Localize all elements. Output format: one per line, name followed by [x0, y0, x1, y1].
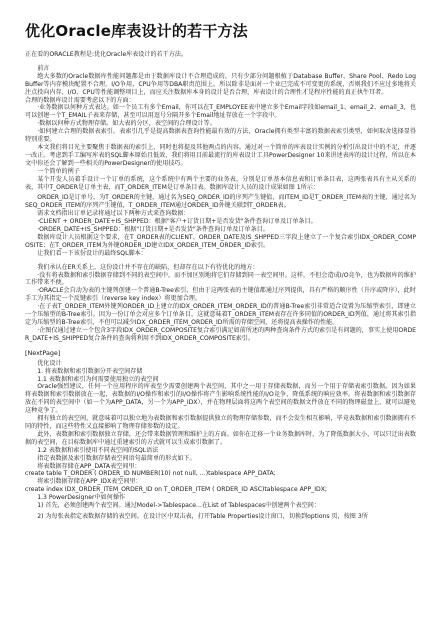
s1-bullet-4: ·CLIENT + ORDER_DATE+IS_SHPPED：根据"客户+订货日期+是否发货"条件查询订单及订单条目。	[37, 218, 317, 226]
s2-para-3: 此外，表数据和索引数据独立存储，还会带来数据管理和维护上的方面。如你在迁移一个业务数据库时，为了降低数据大小，可以只迁出表数据的表空间，在目标数据库中通过重建索引的方式就可以生成索引数据了。	[25, 430, 416, 446]
s1-bullet-1: ·业务数据以何种方式表达。如一个员工有多个Email，你可以在T_EMPLOYEE表中建立多个Email字段如email_1、email_2、email_3，也可以创建一个T_EMAIL子表来存储，甚至可以用逗号分隔开多个Email地址存放在一个字段中。	[25, 104, 416, 120]
s1-example-heading: 一个简单的例子	[37, 167, 80, 175]
s2-para-4: 指定表数据及索引数据存储表空间语句最简单的形式如下。	[37, 454, 196, 462]
s2-sub-1-1: 1.1 表数据和索引为何需要使用独立的表空间	[37, 375, 159, 383]
s2-sub-1-3: 1.3 PowerDesigner中如何操作	[37, 494, 126, 502]
s2-step-1: 1) 首先，必须创建两个表空间。通过Model->Tablespace...在List of Tablespaces中创建两个表空间：	[37, 502, 320, 510]
s2-sub-1: 1. 将表数据和索引数据分开表空间存储	[37, 367, 143, 375]
s2-para-2: 拥有独立的表空间，就意味着可以独立地为表数据和索引数据提供独立的物理存储参数，而不会发生相互影响，毕竟表数据和索引数据拥有不同的特性，而这些特性又直接影响了物理存储参数的设定。	[25, 415, 416, 430]
page-title: 优化Oracle库表设计的若干方法	[25, 22, 248, 40]
s1-para-8: 让我们看一下该份设计的最终SQL脚本：	[37, 249, 147, 257]
s2-code-2: create index IDX_ORDER_ITEM_ORDER_ID on T_ORDER_ITEM ( ORDER_ID ASC)tablespace APP_IDX;	[25, 486, 327, 494]
s2-para-6: 将索引数据存储在APP_IDX表空间里：	[37, 478, 142, 486]
s1-para-3: 本文我们将目光主要聚焦于数据表的索引上，同时也将提及其他两点的内容。通过对一个简单的库表设计实例的分析引出设计中的不足，并逐一改正。考虑到手工编写库表的SQL脚本原始且低效，我们将用目前最流行的库表设计工具PowerDesigner 10来讲述表库的设计过程，所以在本文中你还会了解到一些相关的PowerDesigner的使用技巧。	[25, 143, 416, 167]
intro-line: 正在看的ORACLE教程是:优化Oracle库表设计的若干方法。	[25, 51, 188, 58]
s1-bullet-5: ·ORDER_DATE+IS_SHPPED：根据"订货日期+是否发货"条件查询订单及订单条目。	[37, 226, 269, 234]
s1-bullet-3: ·如何建立合理的数据表索引。表索引几乎是提高数据表查询性能最有效的方法，Oracle拥有类型丰富的数据表索引类型，如何取舍选择显得特别重要。	[25, 128, 416, 144]
s2-heading: 优化设计	[37, 359, 62, 367]
s1-para-7: 数据库设计人员根据这个要求，在T_ORDER表的CLIENT、ORDER_DATE及IS_SHPPED三字段上建立了一个复合索引IDX_ORDER_COMPOSITE；在T_ORDER_ITEM为外键ORDER_ID建立IDX_ORDER_ITEM_ORDER_ID索引。	[25, 233, 416, 249]
s1-preface-heading: 前言	[37, 64, 50, 72]
s1-para-4: 某个开发人员着手设计一个订单的系统，这个系统中有两个主要的业务表，分别是订单基本信息表和订单条目表，这两张表具有主从关系的表，其中T_ORDER是订单主表，而T_ORDER_ITEM是订单条目表。数据库设计人员的设计成果如图 1所示：	[25, 175, 416, 191]
s1-para-6: 需求文档指出订单记录将通过以下两种方式来查询数据：	[37, 210, 190, 218]
s1-para-5: ORDER_ID是订单号，为T_ORDER的主键，通过名为SEQ_ORDER_ID的序列产生键值，而ITEM_ID是T_ORDER_ITEM表的主键，通过名为SEQ_ORDER_ITEM的序列产生键值，T_ORDER_ITEM通过ORDER_ID外键关联到T_ORDER表。	[25, 194, 416, 210]
s2-para-5: 将表数据存储在APP_DATA表空间里：	[37, 462, 141, 470]
s1-bullet-2: ·数据以何种方式物理存储。如大表的分区，表空间的合理设计等。	[37, 120, 216, 128]
s1-bullet-7: ·ORACLE会自动为表的主键列创建一个普通B-Tree索引，但由于这两张表的主键值都通过序列提供，具有严格的顺序性（升序或降序），此时手工为其指定一个反键索引（reverse key index）将更加合理。	[25, 287, 416, 303]
s2-para-1: Oracle强烈建议，任何一个应用程序的库表至少需要创建两个表空间，其中之一用于存储表数据，而另一个用于存储表索引数据。因为如果将表数据和索引数据放在一起，表数据的I/O操作和索引的I/O操作将产生影响系统性能的I/O竞争，降低系统的响应效率。将表数据和索引数据存放在不同的表空间中（如一个为APP_DATA，另一个为APP_IDX），并在物理层面将这两个表空间的数据文件放在不同的物理磁盘上，就可以避免这种竞争了。	[25, 383, 416, 415]
s2-code-1: create table T_ORDER ( ORDER_ID NUMBER(10) not null, …)tablespace APP_DATA;	[25, 470, 276, 478]
s1-bullet-6: ·没有将表数据和索引数据存储到不同的表空间中，而不加区别地将它们存储到同一表空间里。这样，不但会造成I/O竞争，也为数据库的维护工作带来不便。	[25, 271, 416, 287]
s1-para-9: 我们承认在ER关系上，这份设计并不存在的缺陷，但却存在以下有待优化的地方：	[37, 263, 259, 271]
next-page-tag: [NextPage]	[25, 348, 61, 357]
s2-sub-1-2: 1.2 表数据和索引使用不同表空间的SQL语法	[37, 446, 159, 454]
s1-para-1: 绝大多数的Oracle数据库性能问题都是由于数据库设计不合理造成的，只有少部分问题根植于Database Buffer、Share Pool、Redo Log Buffer等内存模块配置不合理，I/O争用，CPU争用等DBA职责范围上。所以除非是面对一个业已完成不可变更的系统，否则我们不应过多地将关注点投向内存、I/O、CPU等性能调整项目上，而应关注数据库本身的设计是否合理，库表设计的合理性才是程序性能的真正执牛耳者。	[25, 72, 416, 96]
s1-para-2: 合理的数据库设计需要考虑以下的方面：	[25, 96, 135, 104]
s1-bullet-8: ·在子表T_ORDER_ITEM外键列ORDER_ID上建立的IDX_ORDER_ITEM_ORDER_ID的普通B-Tree索引非常适合设置为压缩型索引，即建立一个压缩型的B-Tree索引。因为一份订单会对应多个订单条目，这就意味着T_ORDER_ITEM表存在许多同值的ORDER_ID列值，通过将其索引指定为压缩型的B-Tree索引，不但可以减少IDX_ORDER_ITEM_ORDER_ID所需的存储空间，还将提高表操作的性能。	[25, 303, 416, 326]
s2-step-2: 2) 为每张表指定表数据存储的表空间。在设计区中双击表，打开Table Properties设计窗口，切换到options 页，按图 3所	[37, 512, 368, 520]
s1-bullet-9: ·企图仅通过建立一个包含3字段IDX_ORDER_COMPOSITE复合索引满足如前所述的两种查询条件方式的索引是有问题的，事实上使用ORDER_DATE+IS_SHIPPED复合条件的查询将利用不到IDX_ORDER_COMPOSITE索引。	[25, 326, 416, 342]
